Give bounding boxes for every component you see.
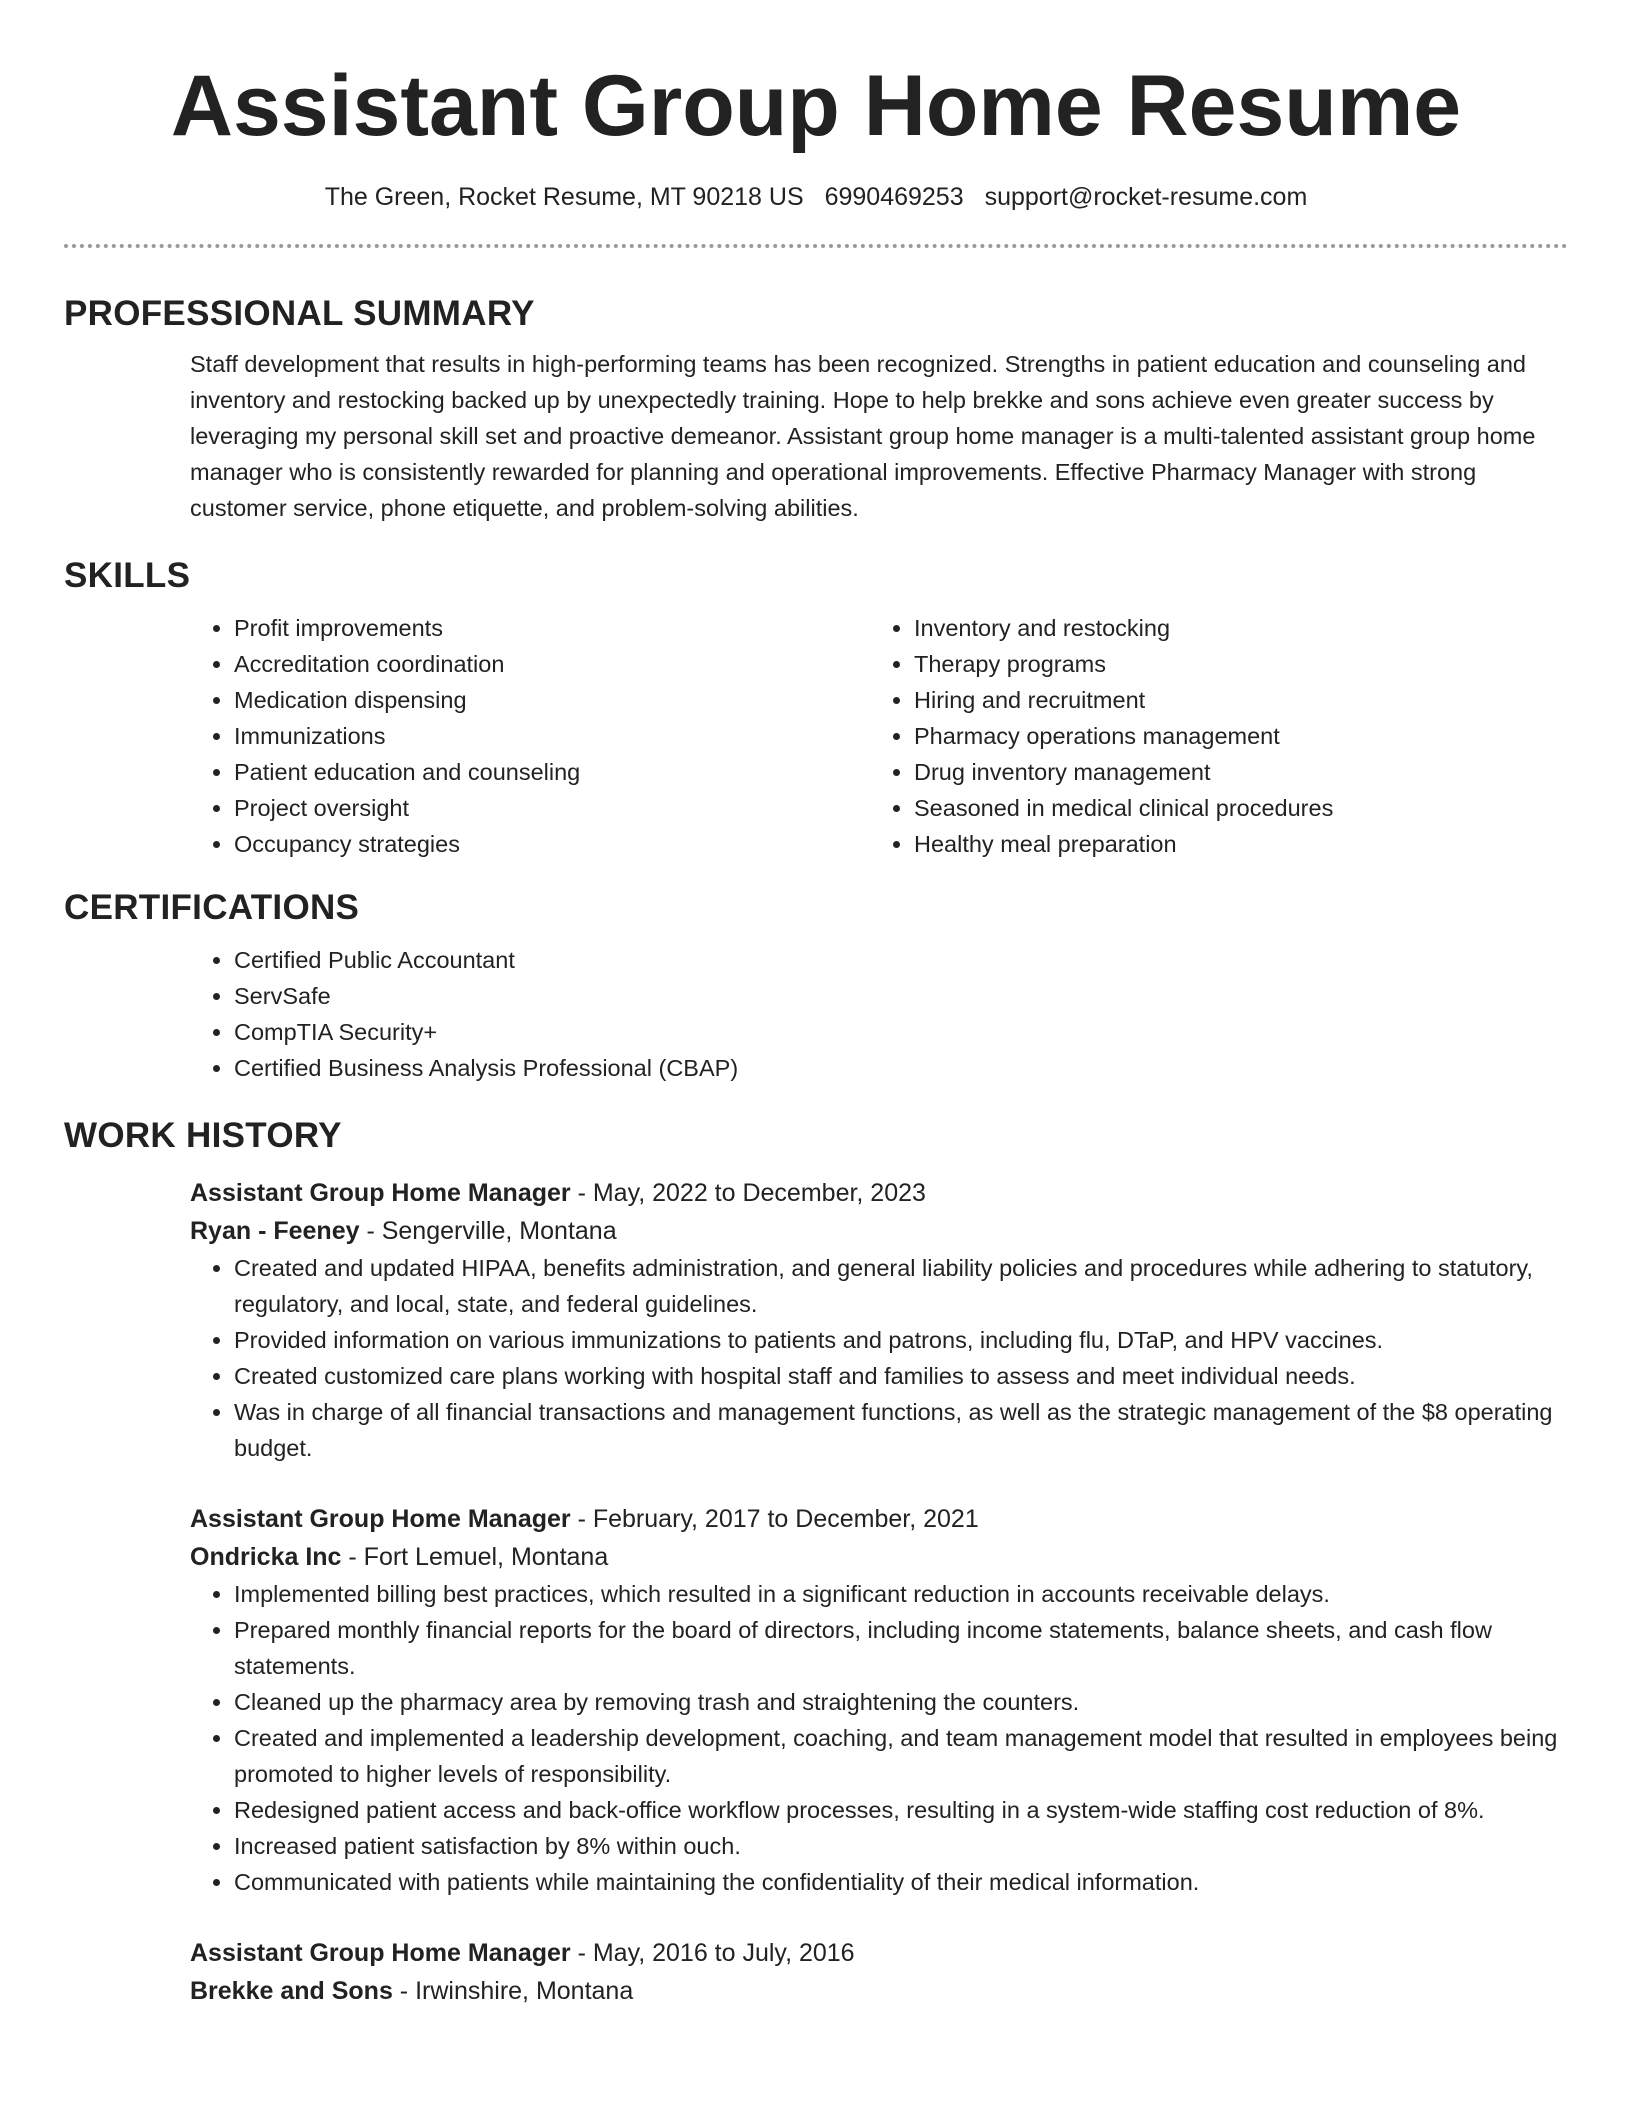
skill-item: • Project oversight: [234, 790, 870, 826]
summary-heading: PROFESSIONAL SUMMARY: [64, 294, 535, 333]
job-bullet: • Created customized care plans working with hospital staff and families to assess and meet individual needs.: [234, 1358, 1568, 1394]
work-history-heading: WORK HISTORY: [64, 1116, 342, 1155]
job-dates: - May, 2016 to July, 2016: [570, 1939, 855, 1967]
resume-title: Assistant Group Home Resume: [170, 58, 1462, 154]
skill-item: • Inventory and restocking: [914, 610, 1550, 646]
skills-list-left: [190, 610, 870, 862]
job-bullet: • Implemented billing best practices, which resulted in a significant reduction in accounts receivable delays.: [234, 1576, 1568, 1612]
job-bullet: • Cleaned up the pharmacy area by removing trash and straightening the counters.: [234, 1684, 1568, 1720]
skill-item: • Drug inventory management: [914, 754, 1550, 790]
job-title: Assistant Group Home Manager: [190, 1939, 571, 1967]
job-bullets: [190, 1576, 1568, 1900]
skill-item: • Pharmacy operations management: [914, 718, 1550, 754]
header-divider: [64, 244, 1568, 248]
contact-phone: 6990469253: [824, 183, 964, 211]
job-location: - Fort Lemuel, Montana: [341, 1543, 609, 1571]
certifications-list: [190, 942, 1568, 1086]
job-entry: [190, 1500, 1568, 1900]
job-company-line: [190, 1972, 1568, 2010]
job-company-line: [190, 1212, 1568, 1250]
job-entry: [190, 1174, 1568, 1466]
job-title-line: [190, 1174, 1568, 1212]
job-company-line: [190, 1538, 1568, 1576]
skill-item: • Accreditation coordination: [234, 646, 870, 682]
job-bullet: • Prepared monthly financial reports for the board of directors, including income statements, balance sheets, and cash flow statements.: [234, 1612, 1568, 1684]
skill-item: • Hiring and recruitment: [914, 682, 1550, 718]
certifications-section: [190, 942, 1568, 1086]
job-bullet: • Was in charge of all financial transactions and management functions, as well as the strategic management of the $8 operating budget.: [234, 1394, 1568, 1466]
contact-email: support@rocket-resume.com: [984, 183, 1308, 211]
job-title: Assistant Group Home Manager: [190, 1505, 571, 1533]
job-location: - Irwinshire, Montana: [392, 1977, 634, 2005]
skill-item: • Immunizations: [234, 718, 870, 754]
job-dates: - February, 2017 to December, 2021: [570, 1505, 979, 1533]
skills-heading: SKILLS: [64, 556, 191, 595]
contact-address: The Green, Rocket Resume, MT 90218 US: [324, 183, 804, 211]
skill-item: • Occupancy strategies: [234, 826, 870, 862]
job-bullet: • Increased patient satisfaction by 8% within ouch.: [234, 1828, 1568, 1864]
job-entry: [190, 1934, 1568, 2010]
job-company: Ondricka Inc: [190, 1543, 342, 1571]
job-company: Ryan - Feeney: [190, 1217, 360, 1245]
job-title: Assistant Group Home Manager: [190, 1179, 571, 1207]
job-bullet: • Created and implemented a leadership development, coaching, and team management model that resulted in employees being promoted to higher levels of responsibility.: [234, 1720, 1568, 1792]
skill-item: • Seasoned in medical clinical procedures: [914, 790, 1550, 826]
job-bullet: • Provided information on various immunizations to patients and patrons, including flu, DTaP, and HPV vaccines.: [234, 1322, 1568, 1358]
skill-item: • Patient education and counseling: [234, 754, 870, 790]
job-title-line: [190, 1934, 1568, 1972]
job-title-line: [190, 1500, 1568, 1538]
job-bullet: • Redesigned patient access and back-office workflow processes, resulting in a system-wide staffing cost reduction of 8%.: [234, 1792, 1568, 1828]
skills-list-right: [870, 610, 1550, 862]
skill-item: • Profit improvements: [234, 610, 870, 646]
certification-item: • Certified Business Analysis Professional (CBAP): [234, 1050, 1568, 1086]
job-company: Brekke and Sons: [190, 1977, 393, 2005]
job-bullets: [190, 1250, 1568, 1466]
skill-item: • Therapy programs: [914, 646, 1550, 682]
contact-line: [64, 180, 1568, 214]
resume-page: [64, 0, 1568, 2112]
skill-item: • Healthy meal preparation: [914, 826, 1550, 862]
certification-item: • Certified Public Accountant: [234, 942, 1568, 978]
job-bullet: • Communicated with patients while maintaining the confidentiality of their medical information.: [234, 1864, 1568, 1900]
skills-grid: [190, 610, 1568, 862]
certification-item: • ServSafe: [234, 978, 1568, 1014]
job-location: - Sengerville, Montana: [359, 1217, 617, 1245]
job-bullet: • Created and updated HIPAA, benefits administration, and general liability policies and procedures while adhering to statutory, regulatory, and local, state, and federal guidelines.: [234, 1250, 1568, 1322]
job-dates: - May, 2022 to December, 2023: [570, 1179, 926, 1207]
skill-item: • Medication dispensing: [234, 682, 870, 718]
certification-item: • CompTIA Security+: [234, 1014, 1568, 1050]
certifications-heading: CERTIFICATIONS: [64, 888, 360, 927]
summary-text: Staff development that results in high-performing teams has been recognized. Strengths in patient education and counseling and inventory and restocking backed up by unexpectedly training. Hope to help brekke and sons achieve even greater success by leveraging my personal skill set and proactive demeanor. Assistant group home manager is a multi-talented assistant group home manager who is consistently rewarded for planning and operational improvements. Effective Pharmacy Manager with strong customer service, phone etiquette, and problem-solving abilities.: [190, 351, 1536, 521]
